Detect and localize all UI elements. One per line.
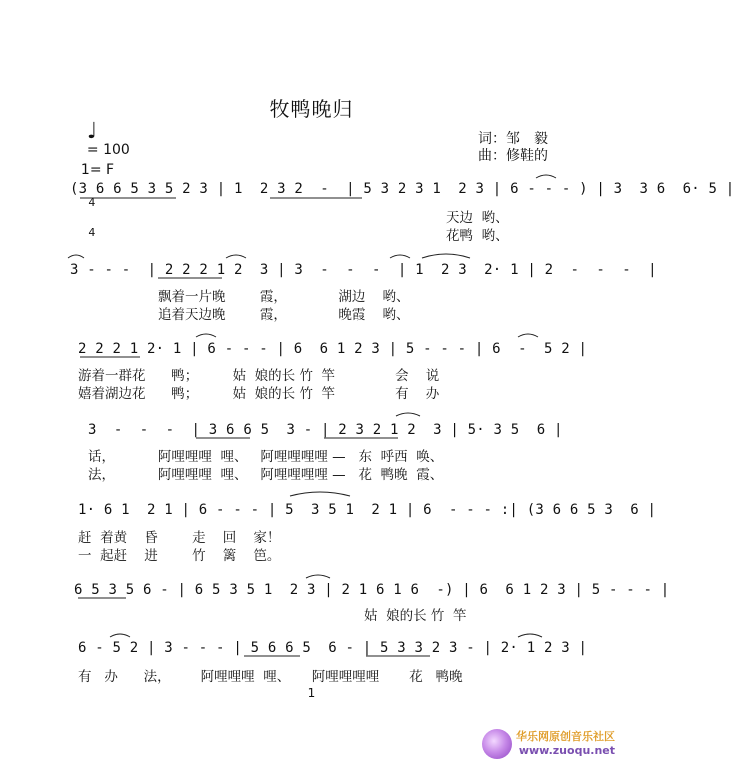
slur-mark <box>226 255 246 258</box>
slur-mark <box>536 175 556 178</box>
lyric-3-verse-1: 游着一群花 鸭； 姑 娘的长 竹 竿 会 说 <box>78 368 440 384</box>
lyric-4-verse-2: 法， 阿哩哩哩 哩、 阿哩哩哩哩 — 花 鸭晚 霞、 <box>88 467 444 483</box>
lyric-4-verse-1: 话， 阿哩哩哩 哩、 阿哩哩哩哩 — 东 呼西 唤、 <box>88 449 444 465</box>
score-line-2: 3 - - - | 2 2 2 1 2 3 | 3 - - - | 1 2 3 2· 1 | 2 - - - | <box>70 262 657 278</box>
lyric-5-verse-1: 赶 着黄 昏 走 回 家！ <box>78 530 281 546</box>
slur-mark <box>396 413 420 416</box>
score-line-4: 3 - - - | 3 6 6 5 3 - | 2 3 2 1 2 3 | 5· 3 5 6 | <box>88 422 563 438</box>
music-note-logo-icon <box>482 729 512 759</box>
slur-mark <box>390 255 410 258</box>
slur-mark <box>68 255 84 258</box>
slur-mark <box>306 575 330 578</box>
tempo-value: = 100 <box>86 142 130 158</box>
slur-mark <box>518 334 538 337</box>
lyricist-credit: 词：邹 毅 <box>478 131 548 147</box>
score-line-7: 6 - 5 2 | 3 - - - | 5 6 6 5 6 - | 5 3 3 2 3 - | 2· 1 2 3 | <box>78 640 588 656</box>
song-title: 牧鸭晚归 <box>269 97 354 121</box>
key-label: 1= F <box>80 162 115 178</box>
watermark <box>482 729 615 759</box>
time-signature-top: 4 <box>88 196 96 209</box>
time-signature-bottom: 4 <box>88 226 96 239</box>
score-line-3: 2 2 2 1 2· 1 | 6 - - - | 6 6 1 2 3 | 5 - - - | 6 - 5 2 | <box>78 341 588 357</box>
lyric-5-verse-2: 一 起赶 进 竹 篱 笆。 <box>78 548 281 564</box>
slur-mark <box>518 634 542 637</box>
score-line-6: 6 5 3 5 6 - | 6 5 3 5 1 2 3 | 2 1 6 1 6 -) | 6 6 1 2 3 | 5 - - - | <box>74 582 670 598</box>
page-number: 1 <box>307 686 316 700</box>
lyric-1-verse-1: 天边 哟、 <box>446 210 509 226</box>
watermark-site-name: 华乐网原创音乐社区 <box>516 730 615 743</box>
composer-credit: 曲：修鞋的 <box>478 148 548 164</box>
slur-mark <box>290 492 350 496</box>
quarter-note-icon: ♩ <box>86 119 98 144</box>
lyric-6-verse-1: 姑 娘的长 竹 竿 <box>364 608 467 624</box>
slur-mark <box>110 634 130 637</box>
lyric-1-verse-2: 花鸭 哟、 <box>446 228 509 244</box>
lyric-3-verse-2: 嬉着湖边花 鸭； 姑 娘的长 竹 竿 有 办 <box>78 386 440 402</box>
score-line-1: (3 6 6 5 3 5 2 3 | 1 2 3 2 - | 5 3 2 3 1 2 3 | 6 - - - ) | 3 3 6 6· 5 | <box>70 181 734 197</box>
score-line-5: 1· 6 1 2 1 | 6 - - - | 5 3 5 1 2 1 | 6 - - - :| (3 6 6 5 3 6 | <box>78 502 657 518</box>
slur-mark <box>422 254 470 258</box>
lyric-7-verse-1: 有 办 法， 阿哩哩哩 哩、 阿哩哩哩哩 花 鸭晚 <box>78 669 463 685</box>
slur-mark <box>196 334 216 337</box>
lyric-2-verse-1: 飘着一片晚 霞， 湖边 哟、 <box>158 289 410 305</box>
watermark-url[interactable]: www.zuoqu.net <box>518 744 615 757</box>
lyric-2-verse-2: 追着天边晚 霞， 晚霞 哟、 <box>158 307 410 323</box>
